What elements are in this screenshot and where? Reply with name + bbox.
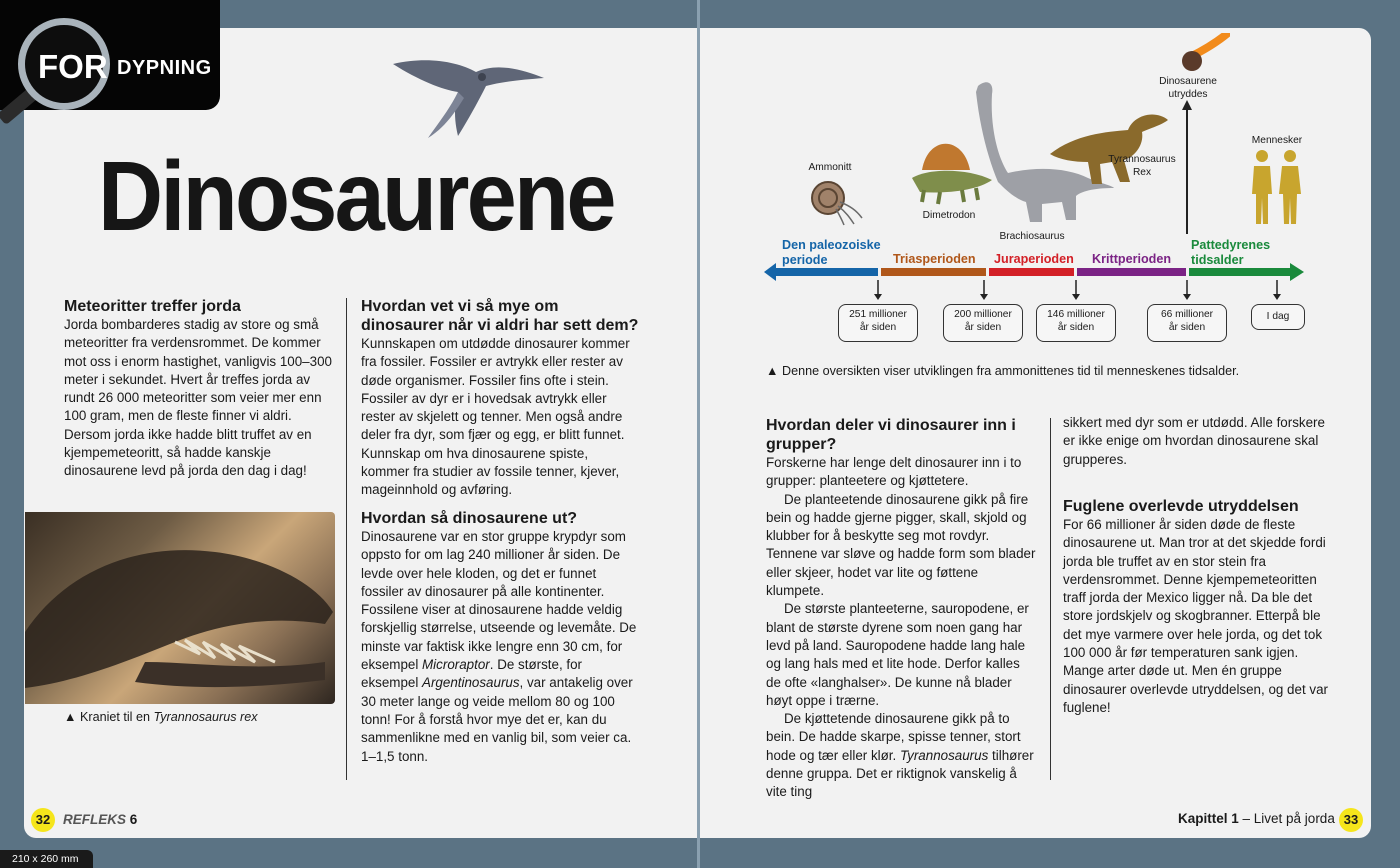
meteor-heading: Meteoritter treffer jorda [64, 298, 241, 315]
photo-caption-prefix: Kraniet til en [79, 710, 154, 724]
timeline-segment-4 [1189, 268, 1292, 276]
timeline-caption-text: Denne oversikten viser utviklingen fra ammonittenes tid til menneskenes tidsalder. [781, 364, 1240, 378]
label-ammonitt: Ammonitt [808, 162, 852, 173]
period-label-trias: Triasperioden [893, 252, 976, 266]
marker-200-line1: 200 millioner [954, 309, 1012, 320]
timeline-tick-head-4 [1273, 294, 1281, 300]
footer-brand-name: REFLEKS [63, 812, 127, 827]
page-title: Dinosaurene [98, 141, 614, 251]
groups-continuation [1063, 414, 1339, 469]
trex-skull-photo [25, 512, 335, 704]
period-label-mammals: Pattedyrenes tidsalder [1191, 238, 1271, 267]
column-divider [346, 298, 347, 780]
footer-brand [63, 812, 137, 827]
marker-today: I dag [1251, 304, 1305, 330]
dimension-chip: 210 x 260 mm [0, 850, 93, 868]
groups-p4-a: De kjøttetende dinosaurene gikk på to bein. De hadde skarpe, spisse tenner, stort hode og tær eller klør. [766, 711, 1021, 763]
birds-body: For 66 millioner år siden døde de fleste dinosaurene ut. Man tror at det skjedde fordi jorda ble truffet av en stor stein fra verdensrommet. Denne kjempemeteoritten traff jorda der Mexico ligger nå. Da ble det store jordskjelv og skogbranner. Etterpå ble det mye varmere over hele jorda, og det tok 100 000 år før temperaturen sank igjen. Mange arter døde ut. Men én gruppe dinosaurer overlevde utryddelsen, og det var fuglene! [1063, 517, 1328, 715]
humans-illustration [1246, 148, 1308, 226]
label-brachiosaurus: Brachiosaurus [999, 231, 1065, 242]
timeline-caption [766, 364, 1239, 378]
column-divider-right [1050, 418, 1051, 780]
page-number-right: 33 [1339, 808, 1363, 832]
fossils-body: Kunnskapen om utdødde dinosaurer kommer fra fossiler. Fossiler er avtrykk eller rester av døde organismer. Fossiler fins ofte i stein. Fossiler av dyr er i hovedsak avtrykk eller rester av skjelett og tenner. Men også andre deler fra dyr, som fjær og egg, er blitt funnet. Kunnskap om hva dinosaurene spiste, kommer fra studier av fossile tenner, kjever, mageinnhold og avføring. [361, 336, 630, 498]
photo-caption [64, 710, 258, 724]
footer-chapter-title: – Livet på jorda [1238, 811, 1335, 826]
marker-146-line2: år siden [1057, 322, 1095, 333]
period-label-paleozoic: Den paleozoiske periode [782, 238, 881, 267]
timeline-segment-0 [772, 268, 878, 276]
marker-251 [838, 304, 918, 342]
label-trex-line2: Rex [1132, 167, 1152, 178]
timeline-arrowhead-left [764, 263, 776, 281]
timeline-segment-1 [881, 268, 986, 276]
looks-heading: Hvordan så dinosaurene ut? [361, 510, 578, 527]
page-number-left: 32 [31, 808, 55, 832]
footer-chapter [1178, 811, 1335, 826]
label-extinction [1152, 75, 1224, 101]
marker-66 [1147, 304, 1227, 342]
groups-p5: sikkert med dyr som er utdødd. Alle forskere er ikke enige om hvordan dinosaurene skal grupperes. [1063, 415, 1325, 467]
marker-146 [1036, 304, 1116, 342]
meteor-section [64, 297, 340, 481]
label-trex [1104, 153, 1180, 179]
footer-brand-num: 6 [129, 812, 138, 827]
groups-section [766, 416, 1038, 802]
timeline-segment-2 [989, 268, 1074, 276]
label-humans: Mennesker [1251, 135, 1303, 146]
looks-body-2: . De største, for eksempel [361, 657, 583, 691]
marker-251-line1: 251 millioner [849, 309, 907, 320]
birds-section [1063, 497, 1339, 717]
period-label-kritt: Krittperioden [1092, 252, 1172, 266]
timeline-tick-head-0 [874, 294, 882, 300]
groups-p3: De største planteeterne, sauropodene, er blant de største dyrene som noen gang har levd på land. Sauropodene hadde lang hale og lang hals med et lite hode. Derfor kalles de ofte «langhalser». De kunne nå blader høyt oppe i trærne. [766, 601, 1029, 708]
label-trex-line1: Tyrannosaurus [1108, 154, 1176, 165]
groups-p4-b: tilhører denne gruppa. Det er riktignok vanskelig å vite ting [766, 747, 1034, 800]
marker-200-line2: år siden [964, 322, 1002, 333]
timeline-segment-3 [1077, 268, 1186, 276]
marker-146-line1: 146 millioner [1047, 309, 1105, 320]
ammonite-illustration [806, 176, 866, 226]
photo-caption-species: Tyrannosaurus rex [153, 710, 258, 724]
looks-species-1: Microraptor [422, 657, 490, 673]
timeline-tick-head-3 [1183, 294, 1191, 300]
meteor-body: Jorda bombarderes stadig av store og små meteoritter fra verdensrommet. De kommer mot oss i enorm hastighet, vanligvis 100–300 meter i sekundet. Hvert år treffes jorda av rundt 26 000 meteoritter som veier mer enn 100 gram, men de fleste finner vi aldri. Dersom jorda ikke hadde blitt truffet av en kjempemeteoritt, så hadde kanskje dinosaurene levd på jorda den dag i dag! [64, 317, 332, 479]
badge-lens-text: FOR [38, 48, 108, 85]
groups-p1: Forskerne har lenge delt dinosaurer inn i to grupper: planteetere og kjøttetere. [766, 455, 1022, 489]
microraptor-illustration [388, 50, 548, 145]
meteor-icon [1180, 33, 1230, 73]
footer-chapter-num: Kapittel 1 [1178, 811, 1239, 826]
label-extinction-line1: Dinosaurene [1159, 76, 1217, 87]
caption-triangle-icon: ▲ [766, 364, 779, 378]
birds-heading: Fuglene overlevde utryddelsen [1063, 498, 1299, 515]
marker-200 [943, 304, 1023, 342]
timeline-tick-head-1 [980, 294, 988, 300]
looks-section [361, 509, 639, 766]
groups-p2: De planteetende dinosaurene gikk på fire bein og hadde gjerne pigger, skall, skjold og klubber for å beskytte seg mot rovdyr. Tennene var sløve og hadde form som blader eller skjeer, hodet var lite og føttene klumpete. [766, 491, 1036, 599]
badge-text: DYPNING [117, 57, 212, 79]
groups-heading: Hvordan deler vi dinosaurer inn i grupper? [766, 417, 1016, 453]
marker-66-line2: år siden [1168, 322, 1206, 333]
period-label-jura: Juraperioden [994, 252, 1074, 266]
timeline-tick-head-2 [1072, 294, 1080, 300]
extinction-arrow [1180, 100, 1194, 234]
groups-p4 [766, 710, 1038, 801]
fossils-heading: Hvordan vet vi så mye om dinosaurer når vi aldri har sett dem? [361, 298, 639, 334]
looks-body [361, 528, 639, 766]
marker-66-line1: 66 millioner [1160, 309, 1214, 320]
page-gutter [697, 0, 700, 868]
looks-species-2: Argentinosaurus [422, 675, 520, 691]
trex-skull-graphic [25, 512, 335, 704]
marker-251-line2: år siden [859, 322, 897, 333]
fossils-section [361, 297, 639, 500]
looks-body-3: , var antakelig over 30 meter lange og veide mellom 80 og 100 tonn! For å forstå hvor mye det er, kan du sammenlikne med en vanlig bil, som veier ca. 1–1,5 tonn. [361, 675, 633, 764]
groups-p4-species: Tyrannosaurus [899, 747, 989, 763]
label-extinction-line2: utryddes [1168, 89, 1208, 100]
label-dimetrodon: Dimetrodon [922, 210, 976, 221]
looks-body-1: Dinosaurene var en stor gruppe krypdyr som oppsto for om lag 240 millioner år siden. De levde over hele kloden, og det er funnet fossiler av dinosaurer på alle kontinenter. Fossilene viser at dinosaurene hadde veldig forskjellig størrelse, utseende og levemåte. De minste var faktisk ikke lengre enn 30 cm, for eksempel [361, 529, 637, 673]
caption-triangle-icon: ▲ [64, 710, 77, 724]
